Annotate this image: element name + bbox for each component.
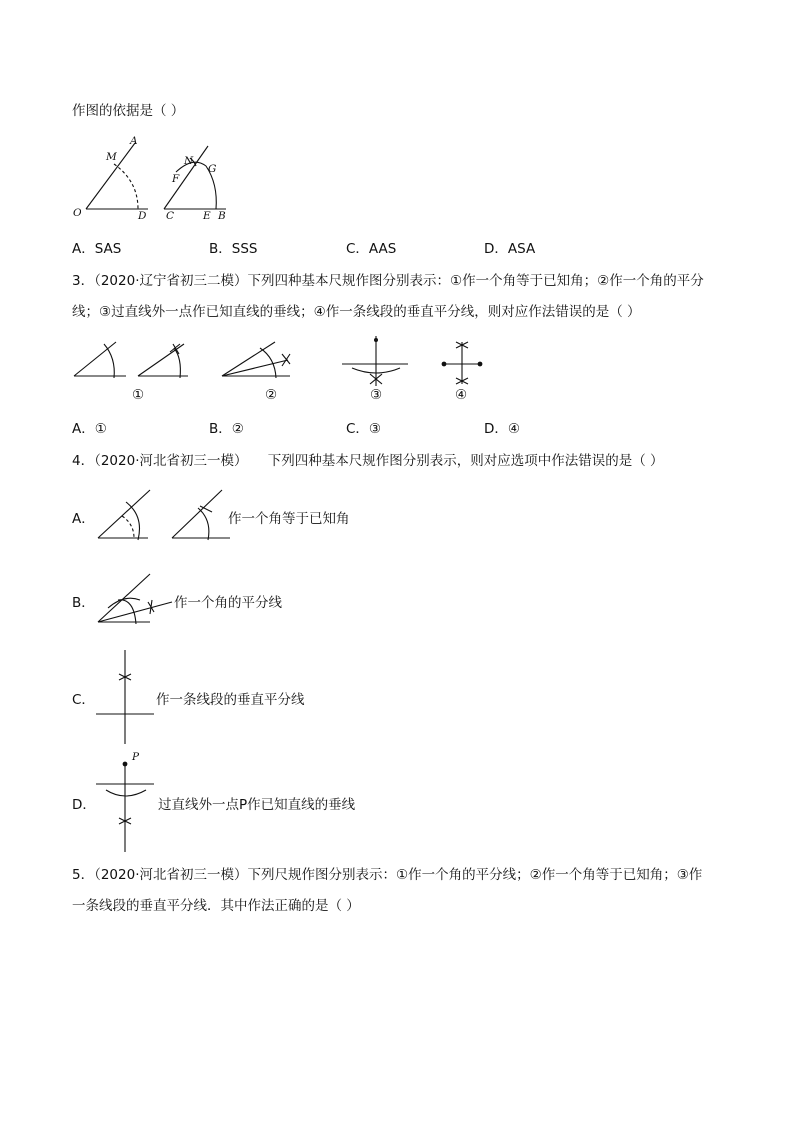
q5-stem-line2: 一条线段的垂直平分线．其中作法正确的是（ ） [72,898,360,914]
q4-option-c-figure [92,648,162,748]
q3-option-a[interactable]: A．① [72,421,107,437]
q3-option-b[interactable]: B．② [209,421,244,437]
q4-option-a-desc: 作一个角等于已知角 [228,511,350,527]
label-E: E [203,210,211,222]
point-p-label: P [132,751,140,763]
q4-stem-line1: 4．（2020·河北省初三一模） 下列四种基本尺规作图分别表示，则对应选项中作法错误的是（ ） [72,453,664,469]
q4-option-c-desc: 作一条线段的垂直平分线 [156,692,305,708]
label-G: G [208,163,217,175]
label-D: D [138,210,147,222]
label-A: A [130,135,138,147]
q3-option-d[interactable]: D．④ [484,421,520,437]
q2-option-d[interactable]: D．ASA [484,241,536,257]
q3-fig-mark-2: ② [265,387,278,403]
q3-stem-line2: 线；③过直线外一点作已知直线的垂线；④作一条线段的垂直平分线，则对应作法错误的是（ ） [72,304,641,320]
label-O: O [73,207,82,219]
q3-fig-mark-4: ④ [455,387,468,403]
q3-fig-mark-3: ③ [370,387,383,403]
q4-option-b-desc: 作一个角的平分线 [174,595,282,611]
q4-option-a-letter[interactable]: A． [72,511,95,527]
q4-option-c-letter[interactable]: C． [72,692,95,708]
label-N: N [184,155,194,167]
q4-option-d-letter[interactable]: D． [72,797,96,813]
q2-option-a[interactable]: A．SAS [72,241,122,257]
q4-option-b-letter[interactable]: B． [72,595,95,611]
label-C: C [166,210,175,222]
q4-option-a-figure [94,486,244,546]
q2-stem-tail: 作图的依据是（ ） [72,103,185,119]
label-M: M [106,151,117,163]
label-F: F [172,173,180,185]
q4-option-d-figure [92,748,162,858]
q3-stem-line1: 3．（2020·辽宁省初三二模）下列四种基本尺规作图分别表示：①作一个角等于已知角；②作一个角的平分 [72,273,704,289]
q2-option-b[interactable]: B．SSS [209,241,258,257]
label-B: B [218,210,226,222]
q2-option-c[interactable]: C．AAS [346,241,397,257]
q2-figure [68,136,238,226]
q4-option-b-figure [94,570,184,630]
q3-option-c[interactable]: C．③ [346,421,382,437]
q5-stem-line1: 5．（2020·河北省初三一模）下列尺规作图分别表示：①作一个角的平分线；②作一个角等于已知角；③作 [72,867,703,883]
q4-option-d-desc: 过直线外一点P作已知直线的垂线 [158,797,356,813]
q3-fig-mark-1: ① [132,387,145,403]
